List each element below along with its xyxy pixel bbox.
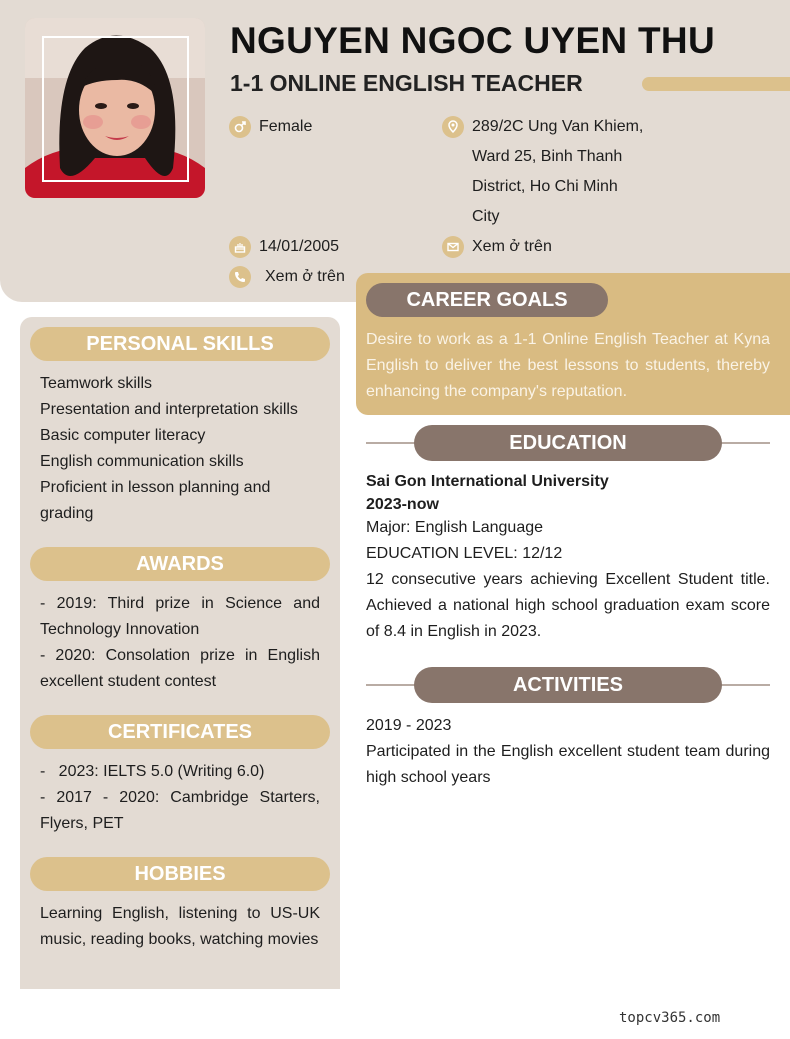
- activities-heading: ACTIVITIES: [414, 667, 722, 703]
- skill-item: English communication skills: [40, 453, 244, 470]
- activities-detail: Participated in the English excellent student team during high school years: [366, 743, 770, 786]
- address-value: [472, 112, 643, 232]
- skill-item: Presentation and interpretation skills: [40, 401, 298, 418]
- address-line: 289/2C Ung Van Khiem,: [472, 118, 644, 135]
- address-line: District, Ho Chi Minh: [472, 178, 618, 195]
- skill-item: grading: [40, 505, 94, 522]
- education-level: EDUCATION LEVEL: 12/12: [366, 545, 563, 562]
- hobbies-heading: HOBBIES: [30, 857, 330, 891]
- skill-item: Proficient in lesson planning and: [40, 479, 271, 496]
- photo-frame: [42, 36, 189, 182]
- education-block: [366, 469, 770, 645]
- phone-icon: [229, 266, 251, 288]
- career-goals-heading: CAREER GOALS: [366, 283, 608, 317]
- candidate-name: NGUYEN NGOC UYEN THU: [230, 20, 715, 61]
- education-heading: EDUCATION: [414, 425, 722, 461]
- skill-item: Teamwork skills: [40, 375, 153, 392]
- career-goals-text: Desire to work as a 1-1 Online English Teacher at Kyna English to deliver the best lessons to students, thereby enhancing the company's reputation.: [366, 331, 770, 400]
- awards-heading: AWARDS: [30, 547, 330, 581]
- address-line: Ward 25, Binh Thanh: [472, 148, 623, 165]
- location-pin-icon: [442, 116, 464, 138]
- award-item: - 2020: Consolation prize in English excellent student contest: [40, 647, 320, 690]
- birthday-cake-icon: [229, 236, 251, 258]
- education-major: Major: English Language: [366, 519, 544, 536]
- header-accent-bar: [642, 77, 790, 91]
- candidate-role: 1-1 ONLINE ENGLISH TEACHER: [230, 70, 583, 96]
- personal-skills-heading: PERSONAL SKILLS: [30, 327, 330, 361]
- certificate-item: - 2023: IELTS 5.0 (Writing 6.0): [40, 763, 265, 780]
- activities-period: 2019 - 2023: [366, 717, 452, 734]
- gender-icon: [229, 116, 251, 138]
- activities-block: [366, 713, 770, 791]
- certificate-item: - 2017 - 2020: Cambridge Starters, Flyers, PET: [40, 789, 320, 832]
- education-detail: 12 consecutive years achieving Excellent Student title. Achieved a national high school graduation exam score of 8.4 in English in 2023.: [366, 571, 770, 640]
- certificates-heading: CERTIFICATES: [30, 715, 330, 749]
- email-value: Xem ở trên: [472, 238, 552, 255]
- hobbies-text: Learning English, listening to US-UK music, reading books, watching movies: [40, 905, 320, 948]
- address-line: City: [472, 208, 500, 225]
- award-item: - 2019: Third prize in Science and Technology Innovation: [40, 595, 320, 638]
- school-name: Sai Gon International University: [366, 473, 609, 490]
- birthday-value: 14/01/2005: [259, 238, 340, 255]
- email-envelope-icon: [442, 236, 464, 258]
- skill-item: Basic computer literacy: [40, 427, 206, 444]
- phone-value: Xem ở trên: [265, 268, 345, 285]
- gender-value: Female: [259, 118, 313, 135]
- personal-skills-list: [40, 371, 320, 527]
- footer-site: topcv365.com: [619, 1010, 721, 1026]
- education-period: 2023-now: [366, 496, 439, 513]
